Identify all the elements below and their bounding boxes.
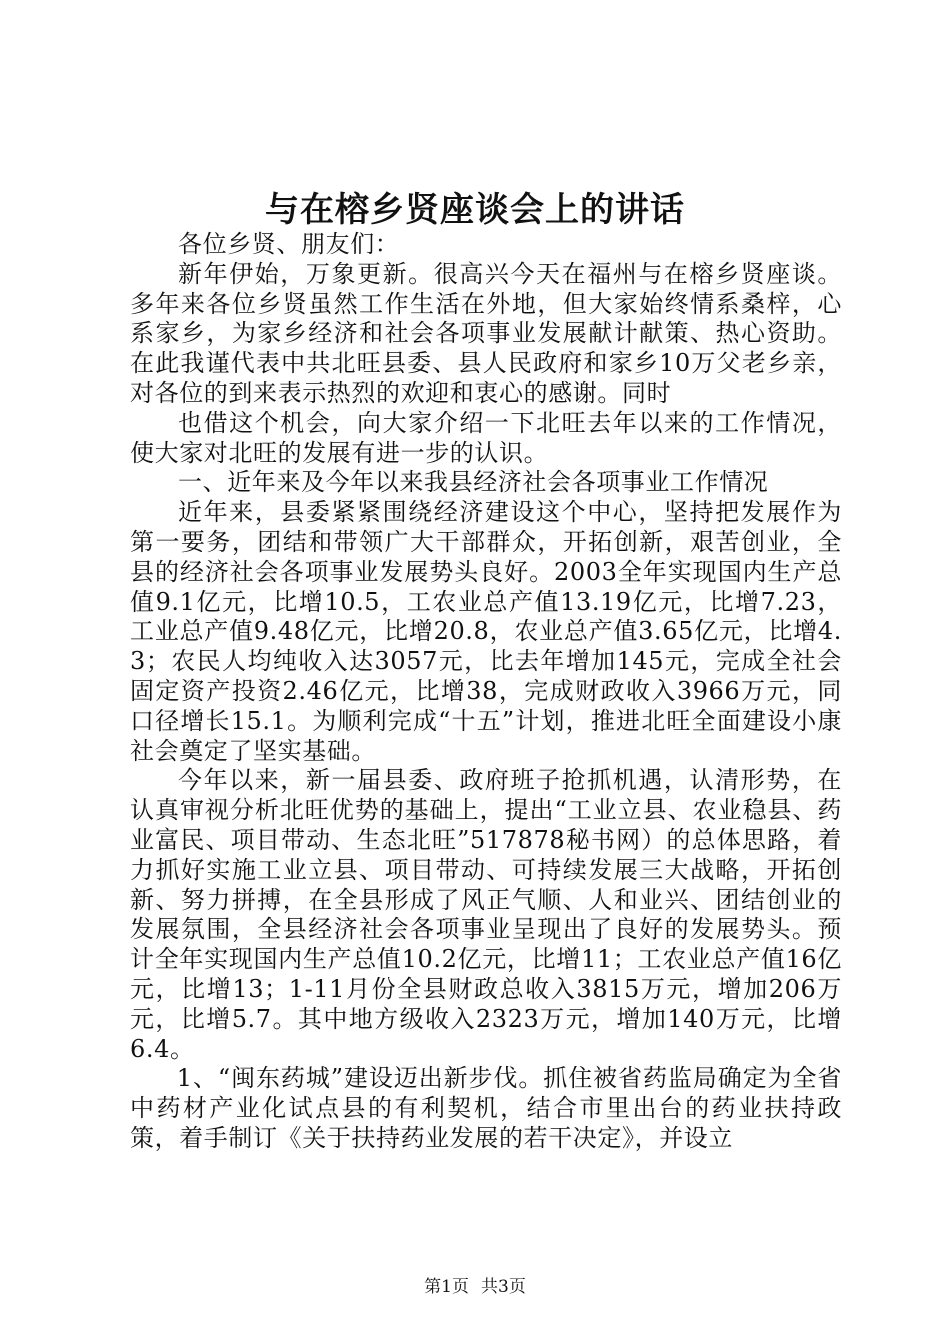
paragraph-greeting: 各位乡贤、朋友们： bbox=[178, 230, 400, 258]
paragraph-medicine-city: 1、“闽东药城”建设迈出新步伐。抓住被省药监局确定为全省中药材产业化试点县的有利契机，结合市里出台的药业扶持政策，着手制订《关于扶持药业发展的若干决定》，并设立 bbox=[130, 1064, 842, 1152]
page-total: 共3页 bbox=[481, 1277, 526, 1297]
paragraph-this-year: 今年以来，新一届县委、政府班子抢抓机遇，认清形势，在认真审视分析北旺优势的基础上，提出“工业立县、农业稳县、药业富民、项目带动、生态北旺”517878秘书网）的总体思路，着力抓好实施工业立县、项目带动、可持续发展三大战略，开拓创新、努力拼搏，在全县形成了风正气顺、人和业兴、团结创业的发展氛围，全县经济社会各项事业呈现出了良好的发展势头。预计全年实现国内生产总值10.2亿元，比增11；工农业总产值16亿元，比增13；1-11月份全县财政总收入3815万元，增加206万元，比增5.7。其中地方级收入2323万元，增加140万元，比增6.4。 bbox=[130, 766, 842, 1063]
page-footer bbox=[0, 1276, 950, 1298]
paragraph-intro: 也借这个机会，向大家介绍一下北旺去年以来的工作情况，使大家对北旺的发展有进一步的认识。 bbox=[130, 408, 842, 467]
paragraph-recent-years: 近年来，县委紧紧围绕经济建设这个中心，坚持把发展作为第一要务，团结和带领广大干部群众，开拓创新，艰苦创业，全县的经济社会各项事业发展势头良好。2003全年实现国内生产总值9.1亿元，比增10.5，工农业总产值13.19亿元，比增7.23，工业总产值9.48亿元，比增20.8，农业总产值3.65亿元，比增4.3；农民人均纯收入达3057元，比去年增加145元，完成全社会固定资产投资2.46亿元，比增38，完成财政收入3966万元，同口径增长15.1。为顺利完成“十五”计划，推进北旺全面建设小康社会奠定了坚实基础。 bbox=[130, 498, 842, 765]
paragraph-opening: 新年伊始，万象更新。很高兴今天在福州与在榕乡贤座谈。多年来各位乡贤虽然工作生活在外地，但大家始终情系桑梓，心系家乡，为家乡经济和社会各项事业发展献计献策、热心资助。在此我谨代表中共北旺县委、县人民政府和家乡10万父老乡亲，对各位的到来表示热烈的欢迎和衷心的感谢。同时 bbox=[130, 259, 842, 407]
document-body bbox=[130, 230, 842, 1154]
section-heading: 一、近年来及今年以来我县经济社会各项事业工作情况 bbox=[178, 468, 769, 497]
page-number: 第1页 bbox=[424, 1277, 469, 1297]
document-title: 与在榕乡贤座谈会上的讲话 bbox=[265, 190, 685, 230]
